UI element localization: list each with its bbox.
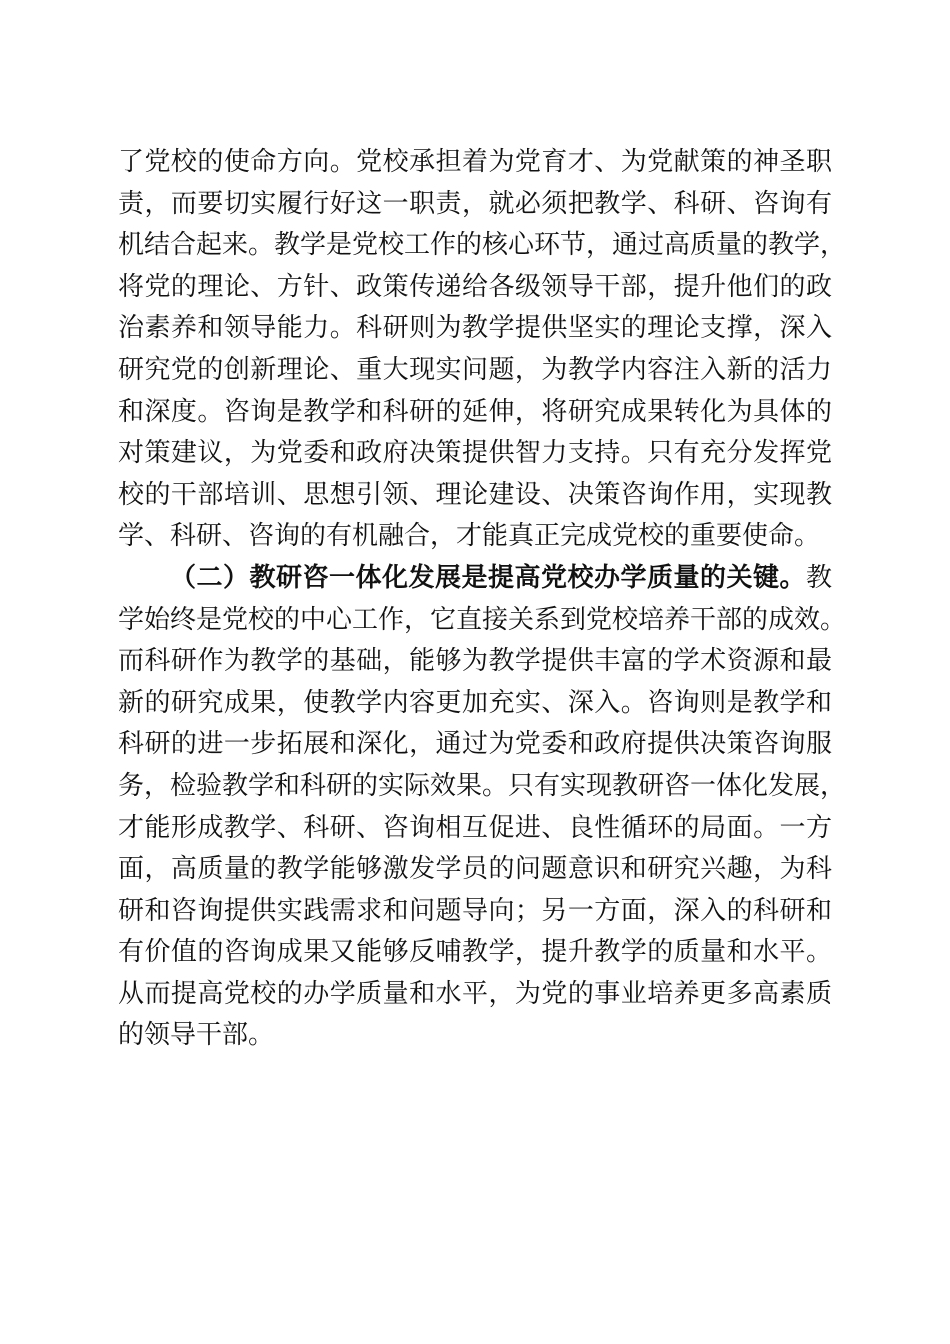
text-line: 的领导干部。 (118, 1020, 275, 1051)
text-line: 研究党的创新理论、重大现实问题，为教学内容注入新的活力 (118, 354, 832, 385)
text-line: 校的干部培训、思想引领、理论建设、决策咨询作用，实现教 (118, 479, 832, 510)
section-heading: （二）教研咨一体化发展是提高党校办学质量的关键。 (170, 562, 806, 593)
text-line: 而科研作为教学的基础，能够为教学提供丰富的学术资源和最 (118, 646, 832, 677)
text-line: 从而提高党校的办学质量和水平，为党的事业培养更多高素质 (118, 978, 832, 1009)
paragraph-1 (118, 142, 847, 558)
text-run: 教 (805, 562, 832, 593)
text-line: 治素养和领导能力。科研则为教学提供坚实的理论支撑，深入 (118, 313, 832, 344)
section-heading-line (118, 558, 832, 600)
text-line: 面，高质量的教学能够激发学员的问题意识和研究兴趣，为科 (118, 854, 832, 885)
text-line: 学始终是党校的中心工作，它直接关系到党校培养干部的成效。 (118, 604, 847, 635)
text-line: 和深度。咨询是教学和科研的延伸，将研究成果转化为具体的 (118, 396, 832, 427)
text-line: 将党的理论、方针、政策传递给各级领导干部，提升他们的政 (118, 271, 832, 302)
text-line: 责，而要切实履行好这一职责，就必须把教学、科研、咨询有 (118, 188, 832, 219)
text-line: 学、科研、咨询的有机融合，才能真正完成党校的重要使命。 (118, 521, 821, 552)
text-line: 有价值的咨询成果又能够反哺教学，提升教学的质量和水平。 (118, 937, 832, 968)
paragraph-2 (118, 558, 847, 1057)
text-line: 务，检验教学和科研的实际效果。只有实现教研咨一体化发展， (118, 770, 847, 801)
text-line: 科研的进一步拓展和深化，通过为党委和政府提供决策咨询服 (118, 729, 832, 760)
document-body (118, 142, 847, 1057)
text-line: 机结合起来。教学是党校工作的核心环节，通过高质量的教学， (118, 230, 847, 261)
text-line: 研和咨询提供实践需求和问题导向；另一方面，深入的科研和 (118, 895, 832, 926)
text-line: 对策建议，为党委和政府决策提供智力支持。只有充分发挥党 (118, 438, 832, 469)
text-line: 才能形成教学、科研、咨询相互促进、良性循环的局面。一方 (118, 812, 832, 843)
text-line: 新的研究成果，使教学内容更加充实、深入。咨询则是教学和 (118, 687, 832, 718)
text-line: 了党校的使命方向。党校承担着为党育才、为党献策的神圣职 (118, 147, 832, 177)
